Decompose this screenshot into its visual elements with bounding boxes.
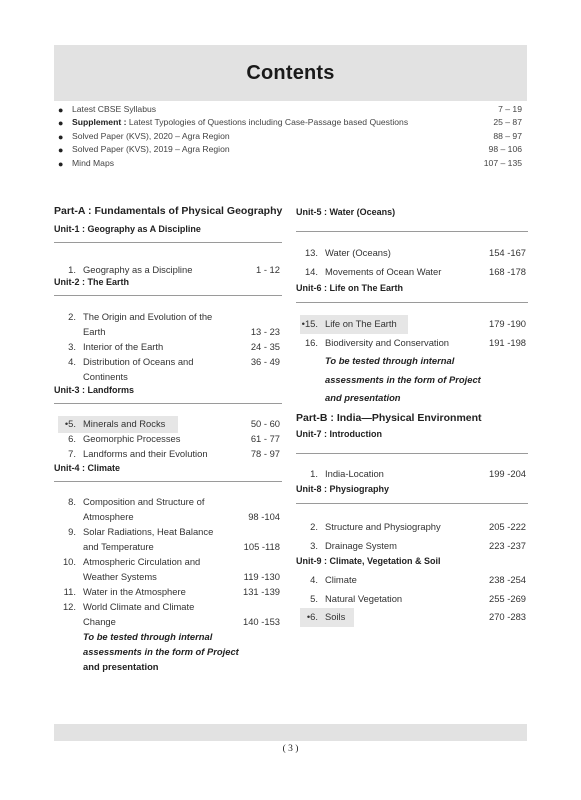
top-list — [58, 104, 524, 171]
entry-pages: 199 -204 — [488, 467, 526, 479]
toc-entry[interactable] — [54, 416, 282, 431]
entry-number: 1. — [68, 264, 76, 275]
entry-pages: 255 -269 — [488, 592, 526, 604]
top-item-pages: 98 – 106 — [488, 144, 522, 155]
entry-title: Water in the Atmosphere — [83, 586, 186, 597]
footer-band — [54, 724, 527, 741]
unit-6-heading: Unit-6 : Life on The Earth — [296, 283, 403, 293]
bullet-icon: ● — [58, 131, 64, 142]
entry-title: Drainage System — [325, 539, 397, 551]
top-item-text: Latest CBSE Syllabus — [72, 104, 157, 114]
entry-title: Geomorphic Processes — [83, 433, 181, 444]
toc-entry[interactable] — [54, 554, 282, 584]
unit-2-heading: Unit-2 : The Earth — [54, 277, 130, 287]
toc-entry[interactable] — [296, 315, 528, 334]
entry-number: 2. — [310, 521, 318, 532]
entry-pages: 119 -130 — [243, 571, 280, 582]
entry-title: Geography as a Discipline — [83, 264, 193, 275]
entry-pages: 223 -237 — [488, 539, 526, 551]
toc-entry[interactable] — [296, 590, 528, 609]
bullet-icon: ● — [58, 158, 64, 169]
part-b-heading: Part-B : India—Physical Environment — [296, 411, 482, 424]
entry-title: Water (Oceans) — [325, 247, 391, 258]
entry-title: Minerals and Rocks — [83, 418, 166, 429]
top-item-text: Solved Paper (KVS), 2019 – Agra Region — [72, 144, 230, 155]
entry-number: 1. — [310, 467, 318, 479]
entry-number: 10. — [62, 556, 76, 567]
toc-entry[interactable] — [54, 309, 282, 339]
entry-title: Natural Vegetation — [325, 592, 403, 604]
entry-pages: 98 -104 — [248, 511, 280, 522]
entry-title: Solar Radiations, Heat Balance and Temperature — [83, 526, 214, 552]
toc-entry[interactable] — [296, 608, 528, 627]
entry-number: 9. — [68, 526, 76, 537]
entry-title: Biodiversity and Conservation — [325, 336, 450, 348]
entry-number: 13. — [304, 247, 318, 258]
entry-title: Distribution of Oceans and Continents — [83, 356, 194, 382]
page-title: Contents — [246, 62, 335, 84]
assessment-note: and presentation — [325, 392, 401, 403]
entry-number: 16. — [304, 336, 318, 348]
entry-pages: 13 - 23 — [250, 326, 280, 337]
assessment-note: To be tested through internal — [325, 355, 455, 366]
bullet-icon: ● — [58, 105, 64, 115]
entry-pages: 270 -283 — [488, 611, 526, 622]
toc-entry[interactable] — [296, 518, 528, 537]
entry-pages: 1 - 12 — [256, 264, 280, 275]
entry-number: •15. — [301, 318, 318, 329]
entry-number: 4. — [310, 574, 318, 585]
top-item-text: Latest Typologies of Questions including Case-Passage based Questions — [126, 117, 409, 128]
unit-5-heading: Unit-5 : Water (Oceans) — [296, 207, 396, 217]
entry-title: Soils — [325, 611, 346, 622]
toc-entry[interactable] — [54, 262, 282, 277]
top-item-pages: 7 – 19 — [498, 104, 522, 114]
entry-title: Landforms and their Evolution — [83, 448, 208, 459]
entry-number: 11. — [63, 586, 76, 597]
unit-7-heading: Unit-7 : Introduction — [296, 428, 382, 439]
assessment-note-block — [325, 352, 528, 408]
assessment-note: assessments in the form of Project — [83, 646, 239, 657]
toc-entry[interactable] — [296, 537, 528, 556]
top-item-pages: 25 – 87 — [493, 117, 522, 128]
unit-8-heading: Unit-8 : Physiography — [296, 484, 390, 494]
entry-title: Interior of the Earth — [83, 341, 164, 352]
entry-pages: 191 -198 — [488, 336, 526, 348]
entry-pages: 105 -118 — [243, 541, 280, 552]
unit-9-heading: Unit-9 : Climate, Vegetation & Soil — [296, 556, 441, 566]
page-number: ( 3 ) — [282, 744, 299, 754]
entry-title: Life on The Earth — [325, 318, 397, 329]
entry-title: India-Location — [325, 467, 384, 479]
bullet-icon: ● — [58, 145, 64, 156]
assessment-note: and presentation — [83, 661, 159, 672]
entry-title: World Climate and Climate Change — [83, 601, 195, 627]
top-item-pages: 88 – 97 — [493, 130, 522, 141]
entry-pages: 24 - 35 — [250, 341, 280, 352]
top-item-pages: 107 – 135 — [483, 157, 522, 168]
top-list-item[interactable] — [58, 158, 524, 171]
toc-entry[interactable] — [54, 339, 282, 354]
right-column — [296, 200, 528, 627]
entry-title: Composition and Structure of Atmosphere — [83, 496, 205, 522]
top-list-item[interactable] — [58, 131, 524, 144]
entry-number: 14. — [304, 265, 318, 277]
unit-4-heading: Unit-4 : Climate — [54, 463, 121, 473]
entry-pages: 154 -167 — [488, 247, 526, 258]
entry-pages: 140 -153 — [242, 616, 280, 627]
entry-pages: 179 -190 — [488, 318, 526, 329]
entry-title: Movements of Ocean Water — [325, 265, 442, 277]
unit-3-heading: Unit-3 : Landforms — [54, 385, 134, 395]
entry-title: Structure and Physiography — [325, 521, 441, 532]
entry-pages: 78 - 97 — [250, 448, 280, 459]
entry-number: 3. — [310, 539, 318, 551]
toc-entry[interactable] — [54, 599, 282, 629]
toc-entry[interactable] — [54, 431, 282, 446]
toc-entry[interactable] — [54, 494, 282, 524]
assessment-note: assessments in the form of Project — [325, 373, 481, 385]
entry-pages: 238 -254 — [488, 574, 526, 585]
toc-entry[interactable] — [296, 571, 528, 590]
entry-number: •5. — [64, 418, 76, 429]
entry-number: 5. — [310, 592, 318, 604]
top-list-item[interactable] — [58, 104, 524, 117]
entry-number: 8. — [68, 496, 76, 507]
entry-number: 12. — [62, 601, 76, 612]
entry-number: 2. — [68, 311, 76, 322]
entry-number: 4. — [68, 356, 76, 367]
top-item-text: Solved Paper (KVS), 2020 – Agra Region — [72, 130, 230, 141]
toc-entry[interactable] — [296, 465, 528, 484]
entry-number: 6. — [68, 433, 76, 444]
toc-entry[interactable] — [54, 524, 282, 554]
toc-entry[interactable] — [296, 334, 528, 353]
toc-entry[interactable] — [54, 354, 282, 384]
unit-1-heading: Unit-1 : Geography as A Discipline — [54, 224, 201, 234]
toc-entry[interactable] — [54, 584, 282, 599]
entry-number: •6. — [306, 611, 318, 622]
toc-entry[interactable] — [54, 446, 282, 461]
entry-number: 7. — [68, 448, 76, 459]
entry-pages: 168 -178 — [488, 265, 526, 277]
entry-pages: 131 -139 — [242, 586, 280, 597]
assessment-note: To be tested through internal — [83, 631, 213, 642]
top-item-text: Mind Maps — [72, 157, 115, 168]
entry-title: The Origin and Evolution of the Earth — [83, 311, 213, 337]
toc-entry[interactable] — [296, 263, 528, 282]
entry-title: Atmospheric Circulation and Weather Systems — [83, 556, 201, 582]
top-list-item[interactable] — [58, 117, 524, 130]
entry-number: 3. — [68, 341, 76, 352]
entry-pages: 36 - 49 — [250, 356, 280, 367]
toc-entry[interactable] — [296, 244, 528, 263]
top-item-label: Supplement : — [72, 117, 127, 128]
entry-pages: 50 - 60 — [250, 418, 280, 429]
top-list-item[interactable] — [58, 144, 524, 157]
entry-pages: 205 -222 — [488, 521, 526, 532]
left-column — [54, 200, 282, 674]
part-a-heading: Part-A : Fundamentals of Physical Geography — [54, 205, 283, 217]
bullet-icon: ● — [58, 118, 64, 129]
entry-title: Climate — [325, 574, 357, 585]
entry-pages: 61 - 77 — [250, 433, 280, 444]
